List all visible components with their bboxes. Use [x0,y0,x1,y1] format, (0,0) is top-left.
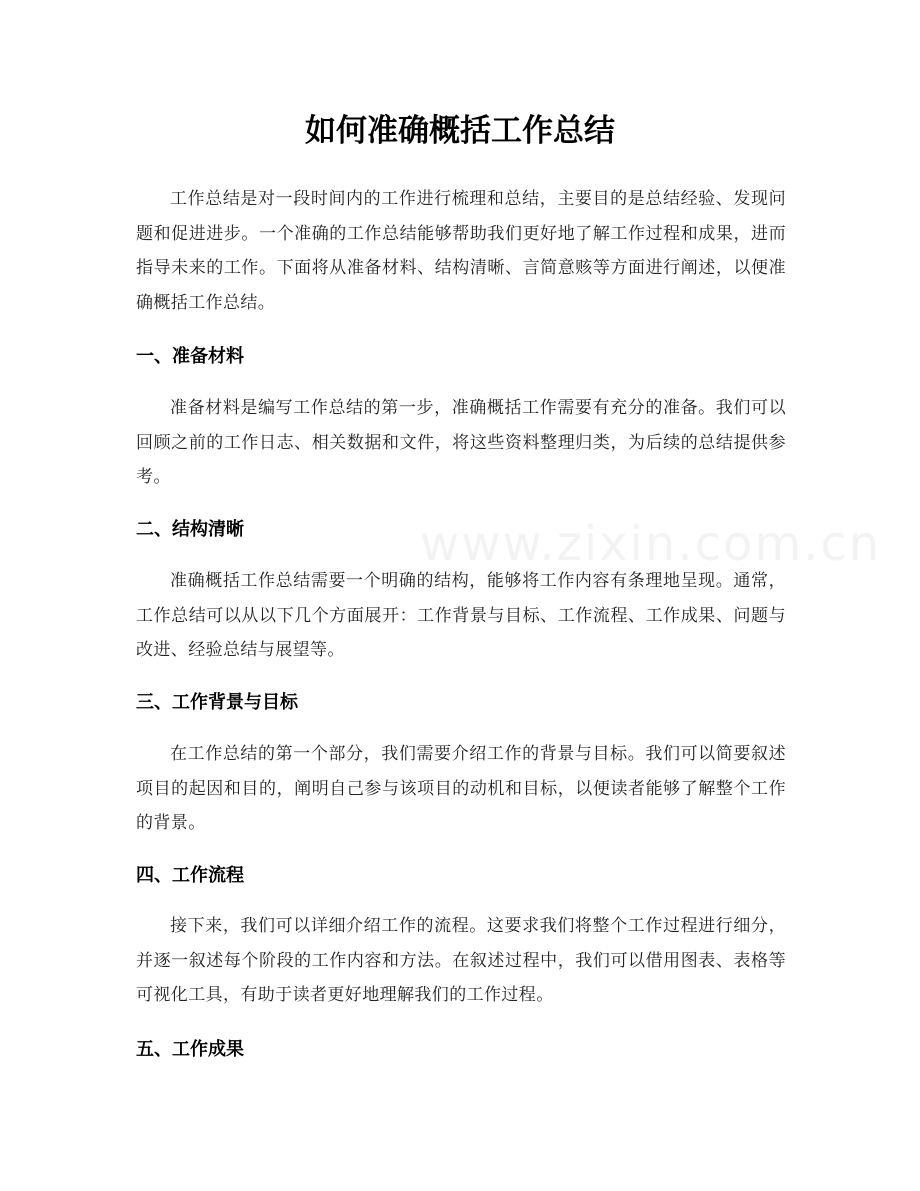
document-title: 如何准确概括工作总结 [305,113,615,149]
watermark: www.zixin.com.cn [420,516,882,572]
section-body-background: 在工作总结的第一个部分，我们需要介绍工作的背景与目标。我们可以简要叙述项目的起因和目的，阐明自己参与该项目的动机和目标，以便读者能够了解整个工作的背景。 [136,744,786,833]
section-body-process: 接下来，我们可以详细介绍工作的流程。这要求我们将整个工作过程进行细分，并逐一叙述每个阶段的工作内容和方法。在叙述过程中，我们可以借用图表、表格等可视化工具，有助于读者更好地理解我们的工作过程。 [136,916,786,1005]
intro-paragraph: 工作总结是对一段时间内的工作进行梳理和总结，主要目的是总结经验、发现问题和促进进步。一个准确的工作总结能够帮助我们更好地了解工作过程和成果，进而指导未来的工作。下面将从准备材料、结构清晰、言简意赅等方面进行阐述，以便准确概括工作总结。 [136,189,786,313]
section-heading-materials: 一、准备材料 [136,346,244,367]
section-heading-background: 三、工作背景与目标 [136,692,298,713]
section-body-materials: 准备材料是编写工作总结的第一步，准确概括工作需要有充分的准备。我们可以回顾之前的工作日志、相关数据和文件，将这些资料整理归类，为后续的总结提供参考。 [136,398,786,487]
section-heading-results: 五、工作成果 [136,1039,244,1060]
section-body-structure: 准确概括工作总结需要一个明确的结构，能够将工作内容有条理地呈现。通常，工作总结可以从以下几个方面展开：工作背景与目标、工作流程、工作成果、问题与改进、经验总结与展望等。 [136,571,786,660]
section-heading-process: 四、工作流程 [136,865,244,886]
section-heading-structure: 二、结构清晰 [136,519,244,540]
